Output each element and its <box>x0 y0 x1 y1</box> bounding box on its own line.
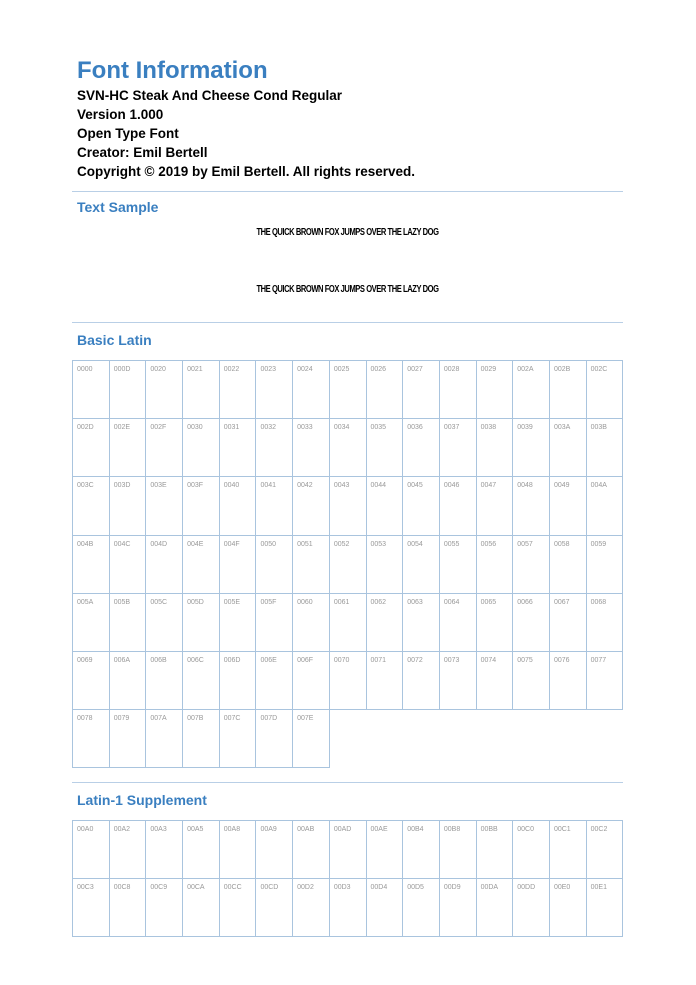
glyph-code: 003F <box>187 482 204 490</box>
glyph-code: 000D <box>113 366 131 373</box>
glyph-code: 0029 <box>480 366 497 373</box>
glyph-code: 0040 <box>223 482 240 490</box>
glyph-code: 00A0 <box>77 826 94 833</box>
latin1-supplement-heading: Latin-1 Supplement <box>77 792 207 808</box>
glyph-cell <box>109 477 146 535</box>
glyph-cell <box>219 879 256 937</box>
glyph-code: 0037 <box>443 424 460 432</box>
glyph-code: 0034 <box>333 424 350 432</box>
empty-cell <box>366 710 403 768</box>
glyph-row <box>73 535 623 593</box>
glyph-code: 0057 <box>517 540 533 548</box>
glyph-cell <box>256 419 293 477</box>
glyph-cell <box>366 535 403 593</box>
glyph-code: 00A2 <box>113 826 131 833</box>
glyph-cell <box>293 710 330 768</box>
glyph-cell <box>73 651 110 709</box>
glyph-code: 006E <box>260 656 277 664</box>
glyph-cell <box>183 879 220 937</box>
glyph-cell <box>366 821 403 879</box>
glyph-cell <box>219 593 256 651</box>
basic-latin-heading: Basic Latin <box>77 332 152 348</box>
font-name: SVN-HC Steak And Cheese Cond Regular <box>77 88 343 103</box>
glyph-code: 0061 <box>333 598 350 606</box>
glyph-row <box>73 879 623 937</box>
glyph-code: 004C <box>113 540 131 548</box>
glyph-cell <box>513 879 550 937</box>
glyph-code: 00B4 <box>407 826 424 833</box>
glyph-cell <box>73 879 110 937</box>
empty-cell <box>513 710 550 768</box>
glyph-code: 00C3 <box>77 884 94 892</box>
glyph-code: 0068 <box>590 598 607 606</box>
glyph-code: 00C1 <box>553 826 571 833</box>
glyph-code: 0078 <box>77 715 93 723</box>
glyph-code: 005B <box>113 598 131 606</box>
glyph-code: 00B8 <box>443 826 461 833</box>
text-sample-line-1: THE QUICK BROWN FOX JUMPS OVER THE LAZY DOG <box>256 226 439 238</box>
glyph-code: 004E <box>187 540 204 548</box>
glyph-code: 00CC <box>223 884 242 892</box>
glyph-cell <box>256 821 293 879</box>
glyph-code: 0024 <box>297 366 313 373</box>
glyph-cell <box>439 477 476 535</box>
glyph-cell <box>476 593 513 651</box>
glyph-code: 006B <box>150 656 167 664</box>
glyph-code: 0063 <box>407 598 423 606</box>
glyph-cell <box>439 651 476 709</box>
glyph-code: 00CA <box>187 884 205 892</box>
glyph-cell <box>439 361 476 419</box>
glyph-cell <box>293 821 330 879</box>
glyph-code: 00CD <box>260 884 279 892</box>
glyph-cell <box>146 651 183 709</box>
empty-cell <box>549 710 586 768</box>
glyph-code: 0079 <box>113 715 130 723</box>
glyph-cell <box>513 821 550 879</box>
glyph-cell <box>219 361 256 419</box>
font-metadata <box>77 86 415 181</box>
glyph-cell <box>476 477 513 535</box>
glyph-cell <box>183 651 220 709</box>
glyph-cell <box>586 821 623 879</box>
glyph-cell <box>146 535 183 593</box>
glyph-code: 002C <box>590 366 608 373</box>
glyph-code: 0055 <box>443 540 460 548</box>
glyph-cell <box>329 419 366 477</box>
glyph-code: 004D <box>150 540 168 548</box>
glyph-code: 00A8 <box>223 826 241 833</box>
glyph-cell <box>403 879 440 937</box>
glyph-code: 003D <box>113 482 131 490</box>
glyph-code: 0031 <box>223 424 240 432</box>
glyph-cell <box>586 477 623 535</box>
glyph-cell <box>146 419 183 477</box>
glyph-cell <box>329 879 366 937</box>
glyph-code: 005E <box>223 598 241 606</box>
glyph-cell <box>403 593 440 651</box>
glyph-code: 002F <box>150 424 167 432</box>
glyph-code: 0075 <box>517 656 533 664</box>
text-sample-heading: Text Sample <box>77 199 159 215</box>
glyph-code: 0052 <box>333 540 350 548</box>
glyph-cell <box>586 651 623 709</box>
glyph-code: 005C <box>150 598 168 606</box>
glyph-code: 00D9 <box>443 884 461 892</box>
glyph-code: 0048 <box>517 482 533 490</box>
glyph-cell <box>586 535 623 593</box>
glyph-code: 0060 <box>297 598 313 606</box>
glyph-cell <box>73 593 110 651</box>
glyph-code: 0030 <box>187 424 203 432</box>
glyph-cell <box>73 821 110 879</box>
glyph-code: 00C0 <box>517 826 534 833</box>
glyph-cell <box>329 361 366 419</box>
glyph-code: 006D <box>223 656 241 664</box>
empty-cell <box>586 710 623 768</box>
glyph-cell <box>513 651 550 709</box>
glyph-row <box>73 419 623 477</box>
glyph-cell <box>109 651 146 709</box>
glyph-code: 00C8 <box>113 884 131 892</box>
glyph-cell <box>366 593 403 651</box>
glyph-row <box>73 477 623 535</box>
glyph-cell <box>146 821 183 879</box>
glyph-code: 002B <box>553 366 571 373</box>
glyph-cell <box>549 419 586 477</box>
glyph-code: 002D <box>77 424 94 432</box>
text-sample-line-2: THE QUICK BROWN FOX JUMPS OVER THE LAZY DOG <box>256 283 439 295</box>
font-copyright: Copyright © 2019 by Emil Bertell. All rights reserved. <box>77 164 416 179</box>
glyph-code: 0044 <box>370 482 387 490</box>
glyph-cell <box>293 879 330 937</box>
glyph-cell <box>109 821 146 879</box>
glyph-code: 0026 <box>370 366 387 373</box>
glyph-code: 0070 <box>333 656 350 664</box>
glyph-code: 0062 <box>370 598 387 606</box>
glyph-cell <box>219 419 256 477</box>
glyph-code: 00AE <box>370 826 388 833</box>
glyph-code: 003C <box>77 482 94 490</box>
glyph-code: 0067 <box>553 598 570 606</box>
glyph-cell <box>329 535 366 593</box>
glyph-code: 004A <box>590 482 607 490</box>
glyph-code: 0020 <box>150 366 166 373</box>
glyph-cell <box>366 651 403 709</box>
glyph-row <box>73 821 623 879</box>
glyph-cell <box>476 535 513 593</box>
glyph-cell <box>476 419 513 477</box>
glyph-cell <box>293 535 330 593</box>
glyph-code: 0047 <box>480 482 497 490</box>
glyph-cell <box>73 477 110 535</box>
glyph-cell <box>109 535 146 593</box>
glyph-code: 0049 <box>553 482 570 490</box>
glyph-cell <box>256 361 293 419</box>
glyph-row <box>73 651 623 709</box>
glyph-code: 0000 <box>77 366 93 373</box>
glyph-cell <box>219 535 256 593</box>
glyph-code: 0072 <box>407 656 423 664</box>
glyph-cell <box>73 535 110 593</box>
glyph-cell <box>329 821 366 879</box>
glyph-code: 0033 <box>297 424 313 432</box>
glyph-code: 00DD <box>517 884 536 892</box>
glyph-cell <box>293 593 330 651</box>
glyph-cell <box>403 651 440 709</box>
glyph-code: 0050 <box>260 540 277 548</box>
glyph-cell <box>183 361 220 419</box>
glyph-cell <box>366 879 403 937</box>
glyph-code: 00C9 <box>150 884 168 892</box>
glyph-cell <box>513 419 550 477</box>
glyph-code: 002A <box>517 366 534 373</box>
glyph-code: 006C <box>187 656 204 664</box>
glyph-code: 00A5 <box>187 826 204 833</box>
glyph-code: 0025 <box>333 366 350 373</box>
glyph-cell <box>403 361 440 419</box>
glyph-code: 0035 <box>370 424 387 432</box>
glyph-cell <box>476 651 513 709</box>
font-type: Open Type Font <box>77 126 179 141</box>
divider <box>72 322 623 323</box>
glyph-cell <box>439 821 476 879</box>
glyph-code: 00D3 <box>333 884 351 892</box>
glyph-cell <box>219 710 256 768</box>
divider <box>72 782 623 783</box>
glyph-code: 0046 <box>443 482 460 490</box>
glyph-code: 0054 <box>407 540 423 548</box>
glyph-row <box>73 593 623 651</box>
empty-cell <box>403 710 440 768</box>
glyph-code: 0069 <box>77 656 93 664</box>
glyph-cell <box>513 361 550 419</box>
glyph-cell <box>293 419 330 477</box>
glyph-row <box>73 361 623 419</box>
glyph-cell <box>183 821 220 879</box>
glyph-cell <box>183 419 220 477</box>
glyph-cell <box>73 710 110 768</box>
glyph-code: 0056 <box>480 540 497 548</box>
glyph-code: 007C <box>223 715 241 723</box>
glyph-code: 00A3 <box>150 826 167 833</box>
glyph-cell <box>183 535 220 593</box>
glyph-code: 0066 <box>517 598 533 606</box>
glyph-code: 00A9 <box>260 826 277 833</box>
glyph-code: 0071 <box>370 656 387 664</box>
glyph-code: 0039 <box>517 424 533 432</box>
glyph-code: 00C2 <box>590 826 608 833</box>
glyph-cell <box>256 710 293 768</box>
glyph-cell <box>293 361 330 419</box>
glyph-code: 003E <box>150 482 167 490</box>
page-title: Font Information <box>77 57 268 84</box>
glyph-code: 005D <box>187 598 204 606</box>
glyph-cell <box>586 879 623 937</box>
glyph-code: 00AD <box>333 826 352 833</box>
glyph-code: 0058 <box>553 540 570 548</box>
glyph-cell <box>73 361 110 419</box>
glyph-cell <box>513 477 550 535</box>
glyph-cell <box>256 477 293 535</box>
glyph-code: 007D <box>260 715 278 723</box>
glyph-cell <box>513 593 550 651</box>
glyph-cell <box>513 535 550 593</box>
glyph-cell <box>586 419 623 477</box>
glyph-cell <box>549 477 586 535</box>
glyph-code: 0074 <box>480 656 497 664</box>
glyph-cell <box>549 361 586 419</box>
basic-latin-glyph-grid <box>72 360 623 768</box>
glyph-code: 007E <box>297 715 314 723</box>
divider <box>72 191 623 192</box>
glyph-code: 0027 <box>407 366 423 373</box>
glyph-cell <box>329 651 366 709</box>
glyph-cell <box>403 535 440 593</box>
glyph-cell <box>366 361 403 419</box>
glyph-code: 005A <box>77 598 94 606</box>
glyph-cell <box>549 821 586 879</box>
glyph-cell <box>439 593 476 651</box>
glyph-code: 00BB <box>480 826 498 833</box>
glyph-cell <box>109 710 146 768</box>
glyph-cell <box>183 710 220 768</box>
glyph-cell <box>256 651 293 709</box>
glyph-code: 00E1 <box>590 884 607 892</box>
glyph-cell <box>476 879 513 937</box>
glyph-cell <box>366 419 403 477</box>
glyph-cell <box>549 535 586 593</box>
empty-cell <box>329 710 366 768</box>
glyph-cell <box>476 821 513 879</box>
glyph-code: 003B <box>590 424 607 432</box>
glyph-code: 004F <box>223 540 240 548</box>
glyph-code: 0073 <box>443 656 460 664</box>
glyph-cell <box>549 879 586 937</box>
glyph-cell <box>293 477 330 535</box>
glyph-cell <box>219 477 256 535</box>
glyph-cell <box>109 361 146 419</box>
glyph-cell <box>109 419 146 477</box>
glyph-cell <box>73 419 110 477</box>
glyph-cell <box>109 593 146 651</box>
glyph-code: 0042 <box>297 482 313 490</box>
glyph-cell <box>586 593 623 651</box>
glyph-cell <box>439 879 476 937</box>
glyph-cell <box>183 477 220 535</box>
glyph-code: 0051 <box>297 540 313 548</box>
glyph-cell <box>329 593 366 651</box>
glyph-code: 00E0 <box>553 884 571 892</box>
font-version: Version 1.000 <box>77 107 164 122</box>
glyph-code: 0036 <box>407 424 423 432</box>
glyph-cell <box>403 419 440 477</box>
glyph-code: 0053 <box>370 540 387 548</box>
glyph-code: 0077 <box>590 656 607 664</box>
glyph-code: 00DA <box>480 884 499 892</box>
glyph-cell <box>329 477 366 535</box>
glyph-cell <box>256 879 293 937</box>
glyph-cell <box>219 651 256 709</box>
glyph-code: 0041 <box>260 482 277 490</box>
glyph-code: 0076 <box>553 656 570 664</box>
glyph-cell <box>183 593 220 651</box>
empty-cell <box>476 710 513 768</box>
latin1-supplement-glyph-grid <box>72 820 623 937</box>
glyph-code: 0038 <box>480 424 497 432</box>
glyph-cell <box>219 821 256 879</box>
glyph-code: 006A <box>113 656 131 664</box>
glyph-cell <box>549 593 586 651</box>
glyph-code: 0045 <box>407 482 423 490</box>
glyph-cell <box>476 361 513 419</box>
glyph-row <box>73 710 623 768</box>
glyph-code: 0065 <box>480 598 497 606</box>
glyph-cell <box>403 477 440 535</box>
glyph-cell <box>439 419 476 477</box>
glyph-code: 00D4 <box>370 884 388 892</box>
glyph-code: 004B <box>77 540 94 548</box>
glyph-code: 00D2 <box>297 884 314 892</box>
glyph-cell <box>256 535 293 593</box>
glyph-cell <box>146 361 183 419</box>
glyph-code: 0043 <box>333 482 350 490</box>
glyph-cell <box>549 651 586 709</box>
glyph-cell <box>146 879 183 937</box>
glyph-cell <box>109 879 146 937</box>
glyph-code: 003A <box>553 424 571 432</box>
glyph-code: 0059 <box>590 540 607 548</box>
glyph-cell <box>586 361 623 419</box>
glyph-code: 006F <box>297 656 314 664</box>
glyph-code: 002E <box>113 424 131 432</box>
glyph-code: 007A <box>150 715 167 723</box>
glyph-code: 0023 <box>260 366 277 373</box>
glyph-code: 00AB <box>297 826 315 833</box>
glyph-code: 00D5 <box>407 884 424 892</box>
glyph-cell <box>146 477 183 535</box>
glyph-code: 0032 <box>260 424 277 432</box>
font-creator: Creator: Emil Bertell <box>77 145 208 160</box>
glyph-code: 0064 <box>443 598 460 606</box>
glyph-code: 0028 <box>443 366 460 373</box>
glyph-cell <box>256 593 293 651</box>
glyph-cell <box>403 821 440 879</box>
glyph-cell <box>146 593 183 651</box>
glyph-cell <box>366 477 403 535</box>
glyph-code: 0021 <box>187 366 203 373</box>
glyph-cell <box>146 710 183 768</box>
glyph-code: 0022 <box>223 366 240 373</box>
glyph-cell <box>439 535 476 593</box>
glyph-code: 005F <box>260 598 277 606</box>
empty-cell <box>439 710 476 768</box>
glyph-cell <box>293 651 330 709</box>
glyph-code: 007B <box>187 715 204 723</box>
